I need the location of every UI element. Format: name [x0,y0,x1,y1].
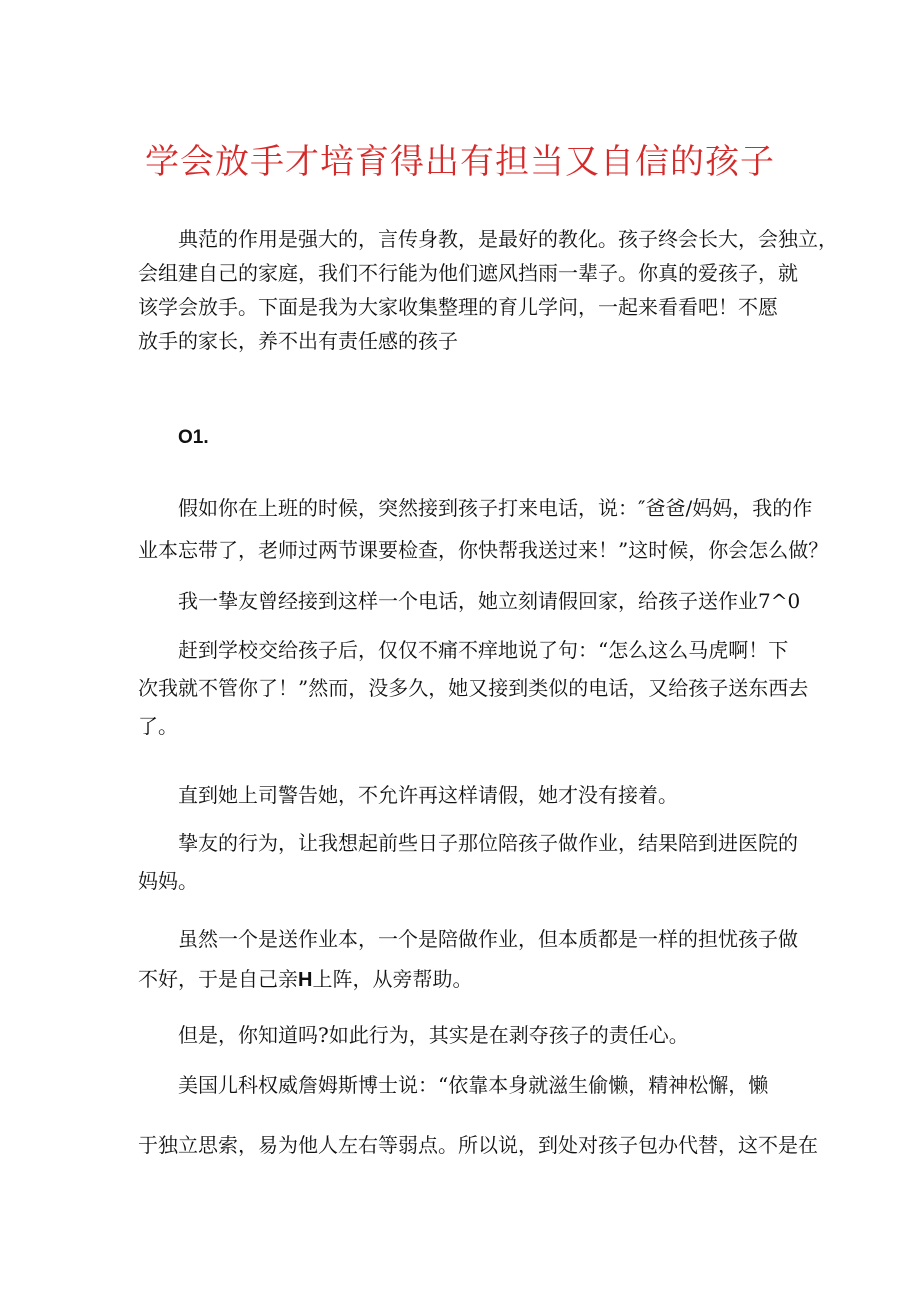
p7-line-1: 但是，你知道吗?如此行为，其实是在剥夺孩子的责任心。 [178,1023,689,1047]
paragraph-1 [138,491,829,567]
paragraph-3 [138,633,809,743]
paragraph-9 [138,1128,818,1162]
intro-line-4: 放手的家长，养不出有责任感的孩子 [138,329,458,353]
p1-line-1: 假如你在上班的时候，突然接到孩子打来电话，说：″爸爸/妈妈，我的作 [178,496,813,520]
paragraph-2 [138,584,801,618]
intro-line-2: 会组建自己的家庭，我们不行能为他们遮风挡雨一辈子。你真的爱孩子，就 [138,261,798,285]
p4-line-1: 直到她上司警告她，不允许再这样请假，她才没有接着。 [178,783,678,807]
p6-line-2 [138,962,798,996]
intro-paragraph [138,222,838,358]
paragraph-4 [138,778,798,812]
p3-line-1: 赶到学校交给孩子后，仅仅不痛不痒地说了句：“怎么这么马虎啊！下 [178,638,789,662]
p5-line-2: 妈妈。 [138,869,198,893]
p3-line-2: 次我就不管你了！”然而，没多久，她又接到类似的电话，又给孩子送东西去 [138,676,809,700]
intro-line-1: 典范的作用是强大的，言传身教，是最好的教化。孩子终会长大，会独立， [178,227,838,251]
section-heading: O1. [178,427,209,448]
paragraph-8 [138,1068,798,1102]
paragraph-5 [138,826,798,898]
paragraph-7 [138,1018,798,1052]
document-title: 学会放手才培育得出有担当又自信的孩子 [145,142,775,182]
p6-line-2-pre: 不好，于是自己亲 [138,967,298,991]
p3-line-3: 了。 [138,714,178,738]
intro-line-3: 该学会放手。下面是我为大家收集整理的育儿学问，一起来看看吧！不愿 [138,295,778,319]
p6-line-2-bold: H [298,969,313,991]
p8-line-1: 美国儿科权威詹姆斯博士说：“依靠本身就滋生偷懒，精神松懈，懒 [178,1073,769,1097]
p2-line-1: 我一挚友曾经接到这样一个电话，她立刻请假回家，给孩子送作业7^0 [178,589,801,613]
p5-line-1: 挚友的行为，让我想起前些日子那位陪孩子做作业，结果陪到进医院的 [178,831,798,855]
paragraph-6 [138,922,798,996]
p6-line-1: 虽然一个是送作业本，一个是陪做作业，但本质都是一样的担忧孩子做 [178,927,798,951]
p1-line-2: 业本忘带了，老师过两节课要检查，你快帮我送过来！”这时候，你会怎么做？ [138,538,829,562]
p9-line-1: 于独立思索，易为他人左右等弱点。所以说，到处对孩子包办代替，这不是在 [138,1133,818,1157]
p6-line-2-post: 上阵，从旁帮助。 [312,967,473,991]
